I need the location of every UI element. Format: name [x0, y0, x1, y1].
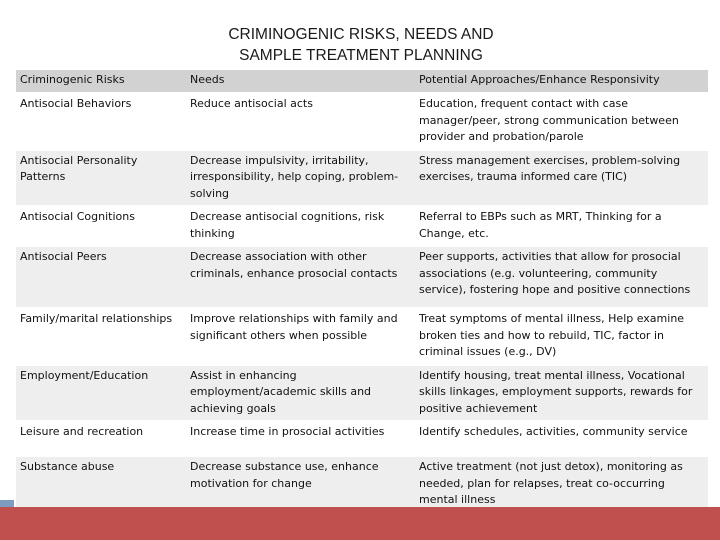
needs-cell: Improve relationships with family and significant others when possible: [186, 308, 415, 365]
title-line-1: CRIMINOGENIC RISKS, NEEDS AND: [228, 26, 494, 43]
approach-cell: Referral to EBPs such as MRT, Thinking for a Change, etc.: [415, 206, 708, 246]
risk-cell: Employment/Education: [16, 365, 186, 422]
approach-cell: Identify housing, treat mental illness, Vocational skills linkages, employment supports, rewards for positive achievement: [415, 365, 708, 422]
table-row: [16, 206, 708, 246]
needs-cell: Increase time in prosocial activities: [186, 421, 415, 456]
table-row: [16, 93, 708, 150]
table-header-row: [16, 70, 708, 93]
risk-cell: Antisocial Cognitions: [16, 206, 186, 246]
treatment-table-container: [16, 70, 708, 514]
table-row: [16, 246, 708, 308]
page-title: [0, 24, 720, 66]
approach-cell: Peer supports, activities that allow for prosocial associations (e.g. volunteering, community service), fostering hope and positive connections: [415, 246, 708, 308]
column-header: Needs: [186, 70, 415, 93]
column-header: Potential Approaches/Enhance Responsivity: [415, 70, 708, 93]
needs-cell: Decrease substance use, enhance motivation for change: [186, 456, 415, 513]
table-row: [16, 421, 708, 456]
risk-cell: Antisocial Personality Patterns: [16, 150, 186, 207]
footer-band: [0, 507, 720, 540]
approach-cell: Treat symptoms of mental illness, Help examine broken ties and how to rebuild, TIC, factor in criminal issues (e.g., DV): [415, 308, 708, 365]
approach-cell: Identify schedules, activities, community service: [415, 421, 708, 456]
title-line-2: SAMPLE TREATMENT PLANNING: [239, 47, 483, 64]
table-row: [16, 365, 708, 422]
needs-cell: Decrease antisocial cognitions, risk thinking: [186, 206, 415, 246]
needs-cell: Reduce antisocial acts: [186, 93, 415, 150]
table-row: [16, 308, 708, 365]
approach-cell: Active treatment (not just detox), monitoring as needed, plan for relapses, treat co-occurring mental illness: [415, 456, 708, 513]
risk-cell: Family/marital relationships: [16, 308, 186, 365]
table-row: [16, 150, 708, 207]
needs-cell: Decrease impulsivity, irritability, irresponsibility, help coping, problem-solving: [186, 150, 415, 207]
needs-cell: Decrease association with other criminals, enhance prosocial contacts: [186, 246, 415, 308]
approach-cell: Education, frequent contact with case manager/peer, strong communication between provider and probation/parole: [415, 93, 708, 150]
table-row: [16, 456, 708, 513]
risk-cell: Leisure and recreation: [16, 421, 186, 456]
risk-cell: Antisocial Behaviors: [16, 93, 186, 150]
approach-cell: Stress management exercises, problem-solving exercises, trauma informed care (TIC): [415, 150, 708, 207]
column-header: Criminogenic Risks: [16, 70, 186, 93]
risk-cell: Substance abuse: [16, 456, 186, 513]
needs-cell: Assist in enhancing employment/academic skills and achieving goals: [186, 365, 415, 422]
treatment-table: [16, 70, 708, 514]
risk-cell: Antisocial Peers: [16, 246, 186, 308]
